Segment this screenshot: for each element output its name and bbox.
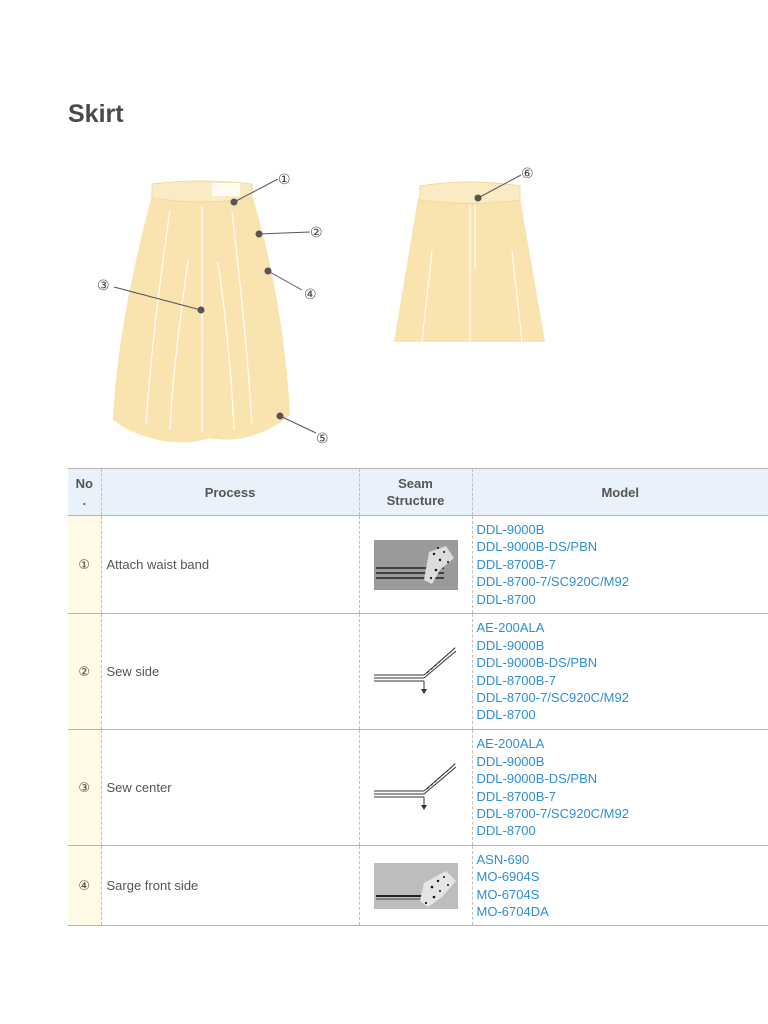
- process-name: Attach waist band: [101, 516, 359, 614]
- model-link[interactable]: DDL-9000B-DS/PBN: [476, 771, 598, 787]
- row-number: ①: [68, 516, 101, 614]
- model-link[interactable]: DDL-8700-7/SC920C/M92: [476, 689, 629, 705]
- seam-overlock-photo-icon: [359, 846, 472, 926]
- model-list: [472, 516, 768, 614]
- table-row: [68, 516, 768, 614]
- model-link[interactable]: MO-6904S: [476, 869, 540, 885]
- table-row: [68, 730, 768, 846]
- callout-6: ⑥: [521, 166, 534, 182]
- model-link[interactable]: DDL-8700B-7: [476, 556, 556, 572]
- table-header-row: [68, 469, 768, 516]
- table-row: [68, 614, 768, 730]
- seam-waistband-photo-icon: [359, 516, 472, 614]
- model-link[interactable]: ASN-690: [476, 851, 530, 867]
- callout-5: ⑤: [316, 431, 329, 447]
- model-link[interactable]: DDL-8700-7/SC920C/M92: [476, 805, 629, 821]
- model-link[interactable]: AE-200ALA: [476, 620, 545, 636]
- model-link[interactable]: MO-6704DA: [476, 903, 549, 919]
- model-link[interactable]: DDL-9000B-DS/PBN: [476, 655, 598, 671]
- col-header-seam: Seam Structure: [359, 469, 472, 516]
- model-list: [472, 730, 768, 846]
- callout-4: ④: [304, 287, 317, 303]
- model-link[interactable]: DDL-8700B-7: [476, 672, 556, 688]
- skirt-back-drawing: [394, 182, 545, 342]
- model-link[interactable]: DDL-8700: [476, 707, 536, 723]
- process-name: Sarge front side: [101, 846, 359, 926]
- seam-plain-diagram-icon: [359, 614, 472, 730]
- col-header-model: Model: [472, 469, 768, 516]
- model-link[interactable]: MO-6704S: [476, 886, 540, 902]
- model-link[interactable]: DDL-8700-7/SC920C/M92: [476, 574, 629, 590]
- process-name: Sew side: [101, 614, 359, 730]
- model-link[interactable]: DDL-9000B-DS/PBN: [476, 539, 598, 555]
- col-header-process: Process: [101, 469, 359, 516]
- model-link[interactable]: DDL-8700: [476, 823, 536, 839]
- model-link[interactable]: DDL-9000B: [476, 753, 545, 769]
- seam-plain-diagram-icon: [359, 730, 472, 846]
- col-header-no: No .: [68, 469, 101, 516]
- model-link[interactable]: DDL-9000B: [476, 637, 545, 653]
- table-row: [68, 846, 768, 926]
- model-link[interactable]: DDL-8700B-7: [476, 788, 556, 804]
- row-number: ④: [68, 846, 101, 926]
- model-link[interactable]: DDL-9000B: [476, 521, 545, 537]
- row-number: ②: [68, 614, 101, 730]
- skirt-illustration: [0, 160, 768, 460]
- process-table: [68, 468, 768, 926]
- callout-3: ③: [97, 278, 110, 294]
- model-link[interactable]: AE-200ALA: [476, 736, 545, 752]
- process-name: Sew center: [101, 730, 359, 846]
- model-list: [472, 614, 768, 730]
- callout-1: ①: [278, 172, 291, 188]
- page-title: Skirt: [68, 100, 124, 128]
- callout-2: ②: [310, 225, 323, 241]
- model-list: [472, 846, 768, 926]
- row-number: ③: [68, 730, 101, 846]
- model-link[interactable]: DDL-8700: [476, 591, 536, 607]
